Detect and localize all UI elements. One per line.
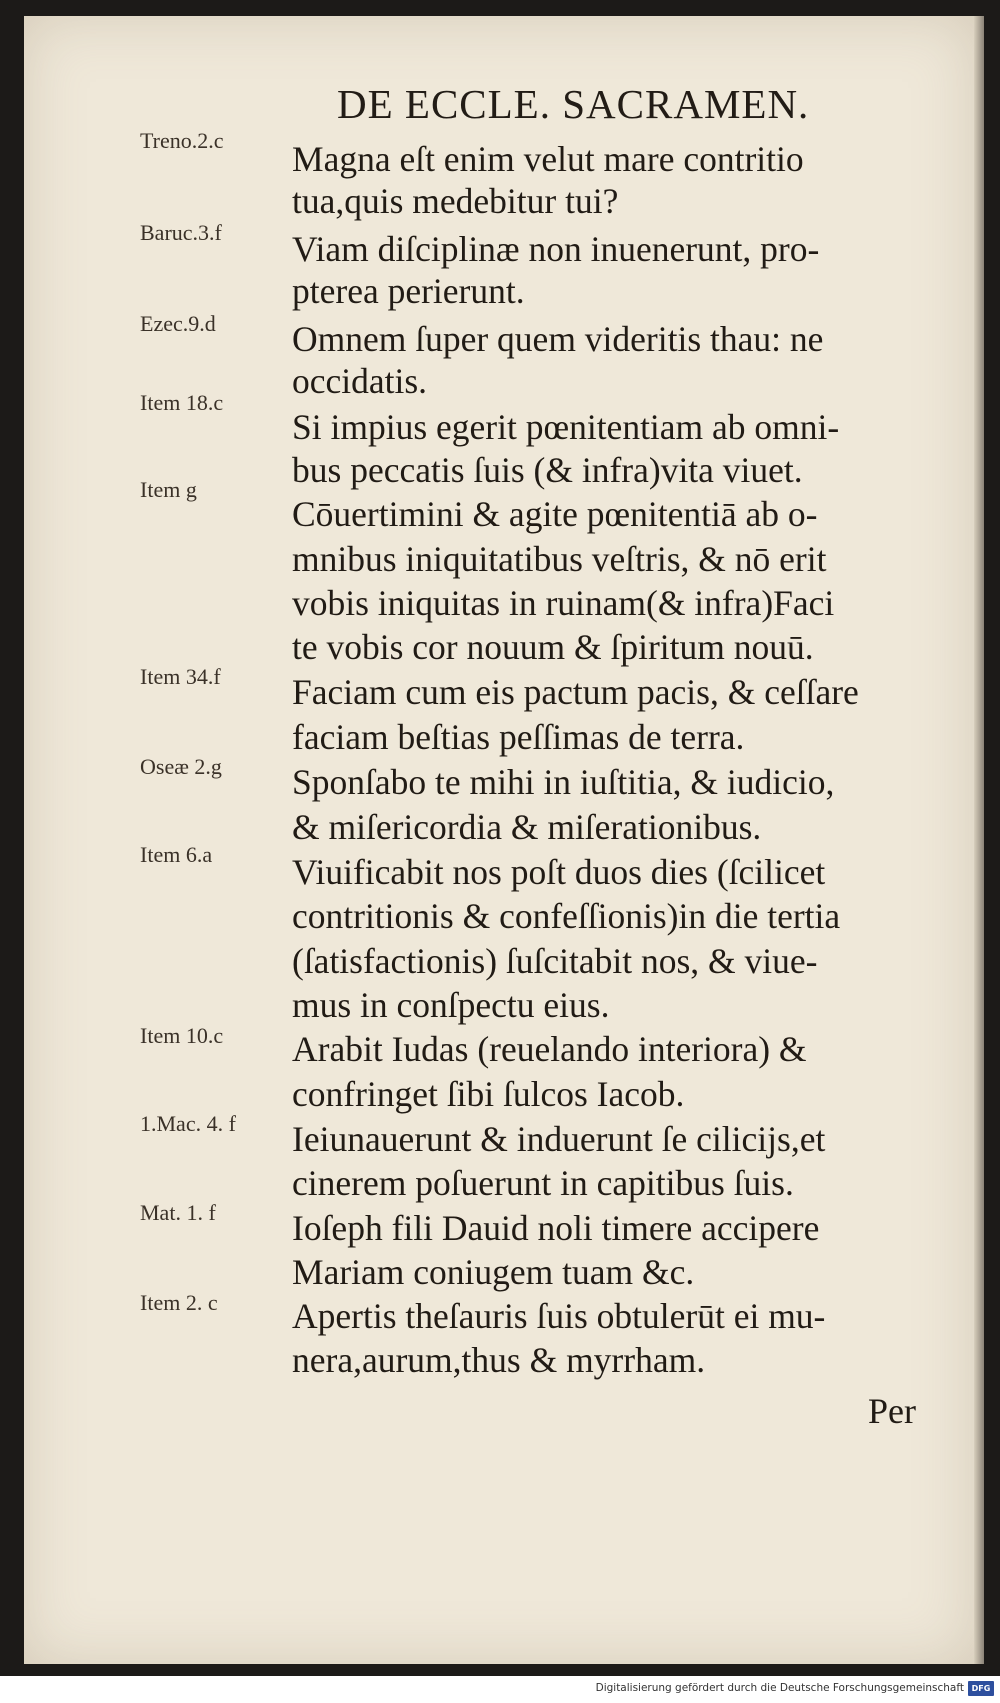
text-line: Viuificabit nos poſt duos dies (ſcilicet <box>292 852 826 892</box>
margin-reference: Mat. 1. f <box>140 1200 216 1225</box>
text-line: nera,aurum,thus & myrrham. <box>292 1340 706 1380</box>
margin-reference: Ezec.9.d <box>140 311 216 336</box>
text-line: confringet ſibi ſulcos Iacob. <box>292 1074 685 1114</box>
margin-reference: Treno.2.c <box>140 128 224 153</box>
margin-reference: Item 18.c <box>140 390 224 415</box>
text-line: Faciam cum eis pactum pacis, & ceſſare <box>292 672 859 712</box>
text-line: Viam diſciplinæ non inuenerunt, pro- <box>292 229 820 269</box>
digitization-footer <box>0 1676 1000 1703</box>
text-line: pterea perierunt. <box>292 271 525 311</box>
text-line: tua,quis medebitur tui? <box>292 181 619 221</box>
text-line: cinerem poſuerunt in capitibus ſuis. <box>292 1163 794 1203</box>
text-line: occidatis. <box>292 361 428 401</box>
text-line: vobis iniquitas in ruinam(& infra)Faci <box>292 583 835 623</box>
margin-reference: Item 6.a <box>140 842 213 867</box>
text-line: contritionis & confeſſionis)in die tertia <box>292 896 841 936</box>
text-line: Arabit Iudas (reuelando interiora) & <box>292 1029 807 1069</box>
margin-reference: Baruc.3.f <box>140 220 222 245</box>
margin-reference: Item 2. c <box>140 1290 218 1315</box>
text-line: (ſatisfactionis) ſuſcitabit nos, & viue- <box>292 941 818 981</box>
text-line: Omnem ſuper quem videritis thau: ne <box>292 319 824 359</box>
catchword: Per <box>868 1391 916 1431</box>
text-line: Magna eſt enim velut mare contritio <box>292 139 804 179</box>
text-line: Apertis theſauris ſuis obtulerūt ei mu- <box>292 1296 826 1336</box>
dfg-logo: DFG <box>968 1681 994 1696</box>
text-line: mus in conſpectu eius. <box>292 985 610 1025</box>
footer-credit: Digitalisierung gefördert durch die Deutsche Forschungsgemeinschaft <box>595 1682 964 1694</box>
text-line: Si impius egerit pœnitentiam ab omni- <box>292 407 840 447</box>
margin-reference: Item g <box>140 477 197 502</box>
margin-reference: Oseæ 2.g <box>140 754 222 779</box>
running-header: DE ECCLE. SACRAMEN. <box>337 81 810 127</box>
margin-reference: Item 10.c <box>140 1023 224 1048</box>
text-line: mnibus iniquitatibus veſtris, & nō erit <box>292 539 827 579</box>
page-edge <box>974 16 984 1664</box>
text-line: Cōuertimini & agite pœnitentiā ab o- <box>292 494 818 534</box>
text-line: te vobis cor nouum & ſpiritum nouū. <box>292 627 814 667</box>
text-line: bus peccatis ſuis (& infra)vita viuet. <box>292 450 803 490</box>
text-line: Sponſabo te mihi in iuſtitia, & iudicio, <box>292 762 835 802</box>
text-line: Mariam coniugem tuam &c. <box>292 1252 695 1292</box>
text-line: faciam beſtias peſſimas de terra. <box>292 717 745 757</box>
text-line: & miſericordia & miſerationibus. <box>292 807 762 847</box>
text-line: Ieiunauerunt & induerunt ſe ciliciјs,et <box>292 1119 826 1159</box>
margin-reference: Item 34.f <box>140 664 221 689</box>
text-line: Ioſeph fili Dauid noli timere accipere <box>292 1208 820 1248</box>
margin-reference: 1.Mac. 4. f <box>140 1111 236 1136</box>
